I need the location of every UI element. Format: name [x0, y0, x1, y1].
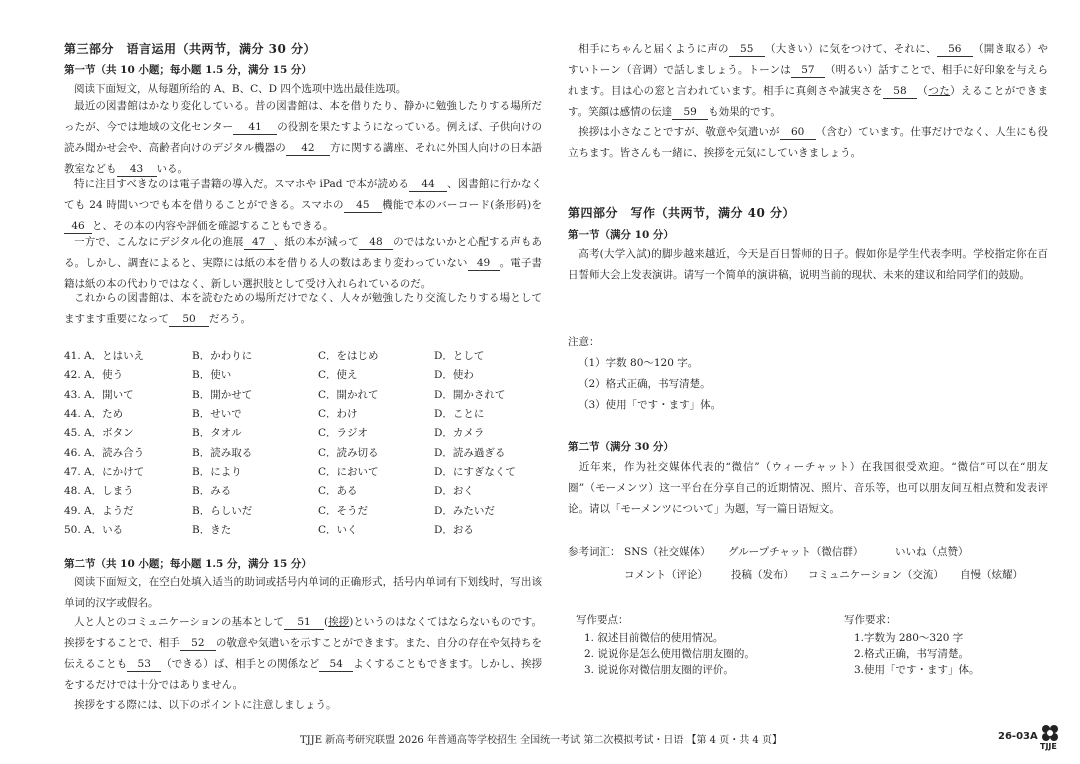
- option-a: 42. A．使う: [64, 369, 124, 382]
- option-b: B．かわりに: [192, 350, 253, 363]
- underlined-word-aisatsu: 挨拶: [328, 616, 350, 628]
- passage1-paragraph-4: これからの図書館は、本を読むための場所だけでなく、人々が勉強したり交流したりする場としてますます重要になって 50 だろう。: [64, 292, 542, 325]
- option-a: 50. A．いる: [64, 523, 124, 536]
- option-d: D．読み過ぎる: [434, 446, 506, 459]
- writing-requirement-1: 1.字数为 280～320 字: [854, 632, 964, 644]
- footer-code: 26-03A: [998, 731, 1038, 742]
- option-d: D．として: [434, 350, 485, 363]
- blank-47: 47: [244, 235, 274, 250]
- passage1-paragraph-2: 特に注目すべきなのは電子書籍の導入だ。スマホや iPad で本が読める 44 、図書館に行かなくても 24 時間いつでも本を借りることができる。スマホの 45 機能で本のバーコード(条形码)を46 と、その本の内容や評価を確認することもできる。: [64, 178, 543, 232]
- part3-sec2-title: 第二节（共 10 小题；每小题 1.5 分，满分 15 分）: [64, 558, 312, 570]
- part4-sec1-title: 第一节（满分 10 分）: [568, 229, 674, 241]
- option-d: D．開かされて: [434, 388, 506, 401]
- blank-44: 44: [409, 177, 447, 192]
- option-a: 47. A．にかけて: [64, 465, 145, 478]
- note-item-2: （2）格式正确，书写清楚。: [578, 378, 711, 390]
- part4-title: 第四部分 写作（共两节，满分 40 分）: [568, 206, 796, 220]
- option-b: B．使い: [192, 369, 232, 382]
- option-c: C．わけ: [318, 408, 358, 421]
- option-d: D．おく: [434, 485, 474, 498]
- blank-54: 54: [319, 657, 353, 672]
- option-c: C．使え: [318, 369, 358, 382]
- blank-51: 51: [284, 615, 324, 630]
- option-d: D．にすぎなくて: [434, 465, 516, 478]
- blank-59: 59: [672, 105, 708, 120]
- option-d: D．使わ: [434, 369, 474, 382]
- question-options-row: [64, 462, 516, 481]
- blank-42: 42: [286, 141, 330, 156]
- option-b: B．きた: [192, 523, 232, 536]
- question-options-row: [64, 385, 516, 404]
- ref-word-jiman: 自慢（炫耀）: [960, 569, 1023, 581]
- underlined-word-tsuta: つた: [928, 85, 951, 97]
- option-a: 41. A．とはいえ: [64, 350, 145, 363]
- option-c: C．ラジオ: [318, 427, 369, 440]
- part4-sec2-title: 第二节（满分 30 分）: [568, 441, 674, 453]
- question-options-row: [64, 365, 516, 384]
- footer-text: TJJE 新高考研究联盟 2026 年普通高等学校招生 全国统一考试 第二次模拟考试・日语 【第 4 页・共 4 页】: [300, 735, 782, 746]
- blank-43: 43: [117, 162, 157, 177]
- blank-50: 50: [169, 312, 209, 327]
- option-d: D．みたいだ: [434, 504, 495, 517]
- option-c: C．いく: [318, 523, 358, 536]
- blank-41: 41: [233, 120, 277, 135]
- writing-points-title: 写作要点：: [576, 614, 629, 626]
- question-options-row: [64, 442, 516, 461]
- writing-requirements-title: 写作要求：: [844, 614, 897, 626]
- blank-49: 49: [468, 256, 500, 271]
- part3-sec1-instruction: 阅读下面短文，从每题所给的 A、B、C、D 四个选项中选出最佳选项。: [74, 83, 407, 95]
- writing-point-1: 1. 叙述目前微信的使用情况。: [584, 632, 724, 644]
- question-options-row: [64, 346, 516, 365]
- reference-vocab-label: 参考词汇：: [568, 546, 621, 558]
- options-table: [64, 346, 516, 539]
- blank-53: 53: [127, 657, 161, 672]
- option-b: B．みる: [192, 485, 232, 498]
- writing-requirement-3: 3.使用「です・ます」体。: [854, 664, 980, 676]
- option-b: B．らしいだ: [192, 504, 253, 517]
- blank-45: 45: [344, 198, 382, 213]
- passage2-paragraph-2: 挨拶をする際には、以下のポイントに注意しましょう。: [74, 699, 337, 711]
- option-b: B．開かせて: [192, 388, 253, 401]
- option-a: 43. A．開いて: [64, 388, 134, 401]
- option-a: 48. A．しまう: [64, 485, 134, 498]
- option-d: D．ことに: [434, 408, 485, 421]
- writing-point-2: 2. 说说你是怎么使用微信朋友圈的。: [584, 648, 755, 660]
- passage1-paragraph-3: 一方で、こんなにデジタル化の進展 47 、紙の本が減って 48 のではないかと心配する声もある。しかし、調査によると、実際には紙の本を借りる人の数はあまり変わっていない 49 。電子書籍は紙の本の代わりではなく、新しい選択肢として受け入れられているのだ。: [64, 236, 543, 290]
- option-b: B．せいで: [192, 408, 242, 421]
- option-a: 45. A．ボタン: [64, 427, 134, 440]
- option-c: C．開かれて: [318, 388, 379, 401]
- ref-word-communication: コミュニケーション（交流）: [808, 569, 944, 581]
- question-options-row: [64, 481, 516, 500]
- ref-word-group-chat: グループチャット（微信群）: [728, 546, 864, 558]
- option-d: D．おる: [434, 523, 474, 536]
- part3-title: 第三部分 语言运用（共两节，满分 30 分）: [64, 42, 317, 56]
- writing-requirement-2: 2.格式正确，书写清楚。: [854, 648, 970, 660]
- writing-point-3: 3. 说说你对微信朋友圈的评价。: [584, 664, 734, 676]
- passage1-paragraph-1: 最近の図書館はかなり変化している。昔の図書館は、本を借りたり、静かに勉強したりする場所だったが、今では地域の文化センター 41 の役割を果たすようになっている。例えば、子供向けの読み聞かせ会や、高齢者向けのデジタル機器の 42 方に関する講座、それに外国人向けの日本語教室なども 43 いる。: [64, 100, 543, 175]
- part4-sec2-prompt: 近年来，作为社交媒体代表的“微信”（ウィーチャット）在我国很受欢迎。“微信”可以在“朋友圈”（モーメンツ）这一平台在分享自己的近期情况、照片、音乐等，也可以朋友间互相点赞和发表评论。请以「モーメンツについて」为题，写一篇日语短文。: [568, 461, 1048, 515]
- blank-55: 55: [729, 42, 765, 57]
- ref-word-comment: コメント（评论）: [624, 569, 708, 581]
- part3-sec2-instruction: 阅读下面短文，在空白处填入适当的助词或括号内单词的正确形式，括号内单词有下划线时，写出该单词的汉字或假名。: [64, 576, 542, 609]
- question-options-row: [64, 404, 516, 423]
- blank-60: 60: [780, 125, 816, 140]
- passage2-paragraph-1: 人と人とのコミュニケーションの基本として 51 (挨拶)というのはなくてはならないものです。挨拶をすることで、相手 52 の敬意や気遣いを示すことができます。また、自分の存在や気持ちを伝えることも 53 （できる）ば、相手との関係など 54 よくすることもできます。しかし、挨拶をするだけでは十分ではありません。: [64, 616, 542, 691]
- option-a: 44. A．ため: [64, 408, 124, 421]
- option-c: C．ある: [318, 485, 358, 498]
- question-options-row: [64, 423, 516, 442]
- option-d: D．カメラ: [434, 427, 485, 440]
- logo-text: TJJE: [1040, 742, 1057, 751]
- blank-52: 52: [180, 636, 216, 651]
- option-c: C．そうだ: [318, 504, 369, 517]
- blank-46: 46: [64, 219, 92, 234]
- part3-sec1-title: 第一节（共 10 小题；每小题 1.5 分，满分 15 分）: [64, 64, 312, 76]
- ref-word-iine: いいね（点赞）: [895, 546, 969, 558]
- option-c: C．において: [318, 465, 379, 478]
- option-b: B．タオル: [192, 427, 242, 440]
- passage2-paragraph-4: 挨拶は小さなことですが、敬意や気遣いが 60 （含む）ています。仕事だけでなく、人生にも役立ちます。皆さんも一緒に、挨拶を元気にしていきましょう。: [568, 126, 1049, 159]
- option-c: C．読み切る: [318, 446, 379, 459]
- option-a: 46. A．読み合う: [64, 446, 145, 459]
- ref-word-sns: SNS（社交媒体）: [624, 546, 711, 558]
- option-a: 49. A．ようだ: [64, 504, 134, 517]
- note-item-3: （3）使用「です・ます」体。: [578, 399, 722, 411]
- blank-58: 58: [883, 84, 917, 99]
- option-b: B．読み取る: [192, 446, 253, 459]
- question-options-row: [64, 520, 516, 539]
- blank-56: 56: [937, 42, 973, 57]
- blank-48: 48: [359, 235, 393, 250]
- option-c: C．をはじめ: [318, 350, 379, 363]
- blank-57: 57: [791, 63, 825, 78]
- part4-sec1-prompt: 高考(大学入試)的脚步越来越近，今天是百日誓师的日子。假如你是学生代表李明。学校指定你在百日誓师大会上发表演讲。请写一个简单的演讲稿，说明当前的现状、未来的建议和给同学们的鼓励。: [568, 248, 1048, 281]
- ref-word-toukou: 投稿（发布）: [731, 569, 794, 581]
- passage2-paragraph-3: 相手にちゃんと届くように声の 55 （大きい）に気をつけて、それに、 56 （開き取る）やすいトーン（音调）で話しましょう。トーンは 57 （明るい）話すことで、相手に好印象を与えられます。目は心の窓と言われています。相手に真剣さや誠実さを 58 （つた）えることができます。笑顔は感情の伝達 59 も効果的です。: [568, 43, 1049, 118]
- question-options-row: [64, 500, 516, 519]
- note-item-1: （1）字数 80～120 字。: [578, 357, 699, 369]
- option-b: B．により: [192, 465, 242, 478]
- part4-sec1-note-title: 注意：: [568, 336, 600, 348]
